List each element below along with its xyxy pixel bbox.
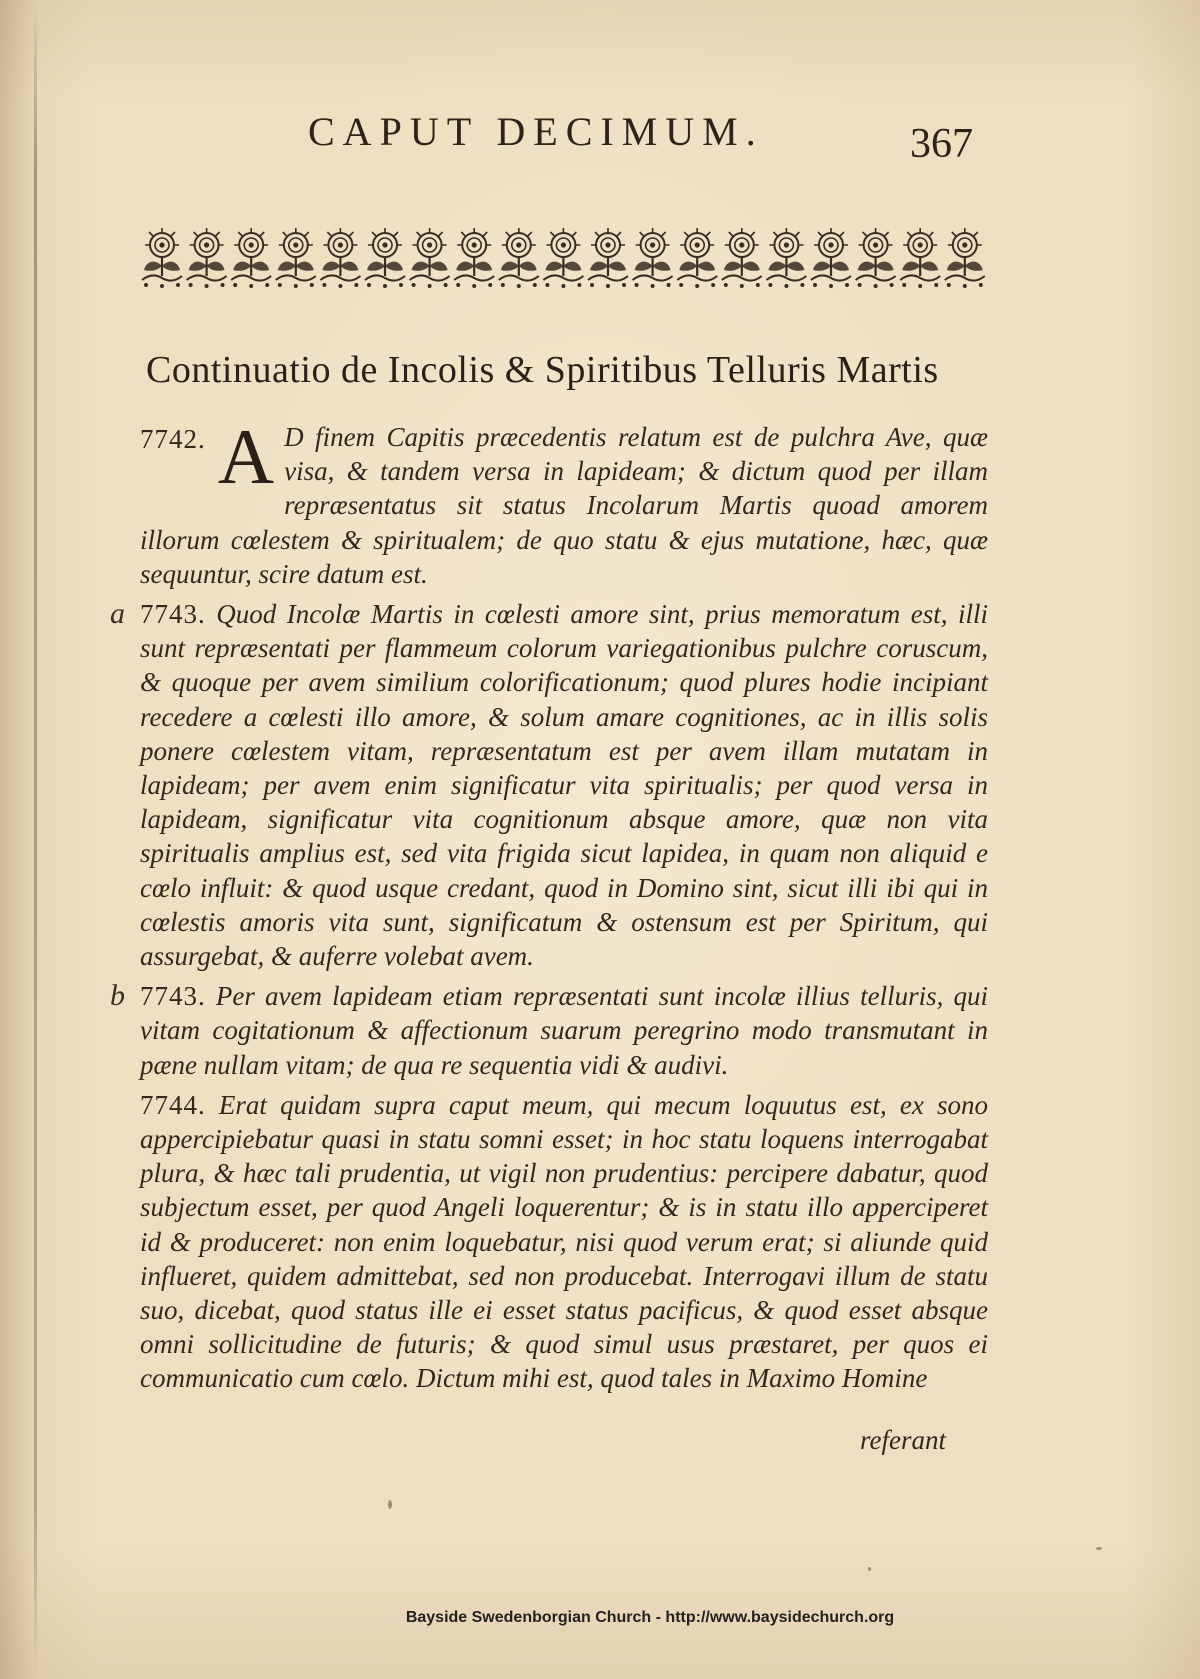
paragraph-7743b — [110, 979, 988, 1082]
ornament-flower — [454, 228, 494, 288]
marginal-note-a: a — [110, 597, 125, 631]
ornament-flower — [677, 228, 717, 288]
paragraph-number: 7743. — [140, 981, 206, 1012]
ornament-flower — [142, 228, 182, 288]
ornament-flower — [722, 228, 762, 288]
section-title: Continuatio de Incolis & Spiritibus Telluris Martis — [146, 349, 939, 391]
ornament-flower — [365, 228, 405, 288]
ornament-flower — [320, 228, 360, 288]
paragraph-7744 — [140, 1088, 988, 1396]
ornament-flower — [410, 228, 450, 288]
ink-speck — [1096, 1547, 1102, 1550]
ornament-flower — [187, 228, 227, 288]
paragraph-7742 — [140, 413, 988, 591]
floral-headpiece-ornament — [140, 228, 990, 290]
ornament-flower — [499, 228, 539, 288]
ornament-flower — [543, 228, 583, 288]
paragraph-text: D finem Capitis præcedentis relatum est de pulchra Ave, quæ visa, & tandem versa in lapideam; & dictum quod per illam repræsentatus sit status Incolarum Martis quoad amorem illorum cœlestem & spiritualem; de quo statu & ejus mutatione, hæc, quæ sequuntur, scire datum est. — [140, 422, 988, 589]
ornament-flower — [811, 228, 851, 288]
footer-credit: Bayside Swedenborgian Church - http://www.baysidechurch.org — [405, 1609, 895, 1626]
ink-speck — [388, 1500, 392, 1509]
paragraph-number: 7743. — [140, 599, 206, 630]
paragraph-number: 7744. — [140, 1089, 206, 1120]
paragraph-text: Per avem lapideam etiam repræsentati sunt incolæ illius telluris, qui vitam cogitationum & affectionum suarum peregrino modo transmutant in pæne nullam vitam; de qua re sequentia vidi & audivi. — [140, 981, 988, 1080]
ornament-flower — [900, 228, 940, 288]
paragraph-number: 7742. — [140, 424, 206, 454]
ornament-flower — [766, 228, 806, 288]
paragraph-text: Quod Incolæ Martis in cœlesti amore sint, prius memoratum est, illi sunt repræsentati per flammeum colorum variegationibus pulchre coruscum, & quoque per avem similium colorificationum; quod plures hodie incipiant recedere a cœlesti illo amore, & solum amare cognitiones, ac in illis solis ponere cœlestem vitam, repræsentatum est per avem illam mutatam in lapideam; per avem enim significatur vita spiritualis; per quod versa in lapideam, significatur vita cognitionum absque amore, quæ non vita spiritualis amplius est, sed vita frigida sicut lapidea, in quam non aliquid e cœlo influit: & quod usque credant, quod in Domino sint, sicut illi ibi qui in cœlestis amoris vita sunt, significatum & ostensum est per Spiritum, qui assurgebat, & auferre volebat avem. — [140, 599, 989, 972]
page-gutter-shadow — [34, 0, 37, 1679]
ornament-flower — [945, 228, 985, 288]
page-number: 367 — [910, 121, 973, 167]
ornament-flower — [588, 228, 628, 288]
drop-cap-initial: A — [217, 413, 275, 500]
ink-speck — [868, 1567, 871, 1571]
running-head: CAPUT DECIMUM. — [308, 109, 764, 154]
catchword: referant — [860, 1425, 946, 1455]
paragraph-7743a — [110, 597, 989, 973]
marginal-note-b: b — [110, 979, 125, 1013]
paragraph-text: Erat quidam supra caput meum, qui mecum loquutus est, ex sono appercipiebatur quasi in statu somni esset; in hoc statu loquens interrogabat plura, & hæc tali prudentia, ut vigil non prudentius: percipere dabatur, quod subjectum esset, per quod Angeli loquerentur; & is in statu illo apperciperet id & produceret: non enim loquebatur, nisi quod verum erat; si aliunde quid influeret, quidem admittebat, sed non producebat. Interrogavi illum de statu suo, dicebat, quod status ille ei esset status pacificus, & quod esset absque omni sollicitudine de futuris; & quod simul usus præstaret, per quos ei communicatio cum cœlo. Dictum mihi est, quod tales in Maximo Homine — [140, 1089, 988, 1394]
ornament-flower — [276, 228, 316, 288]
ornament-flower — [856, 228, 896, 288]
ornament-flower — [633, 228, 673, 288]
ornament-flower — [231, 228, 271, 288]
body-text — [110, 413, 989, 1396]
